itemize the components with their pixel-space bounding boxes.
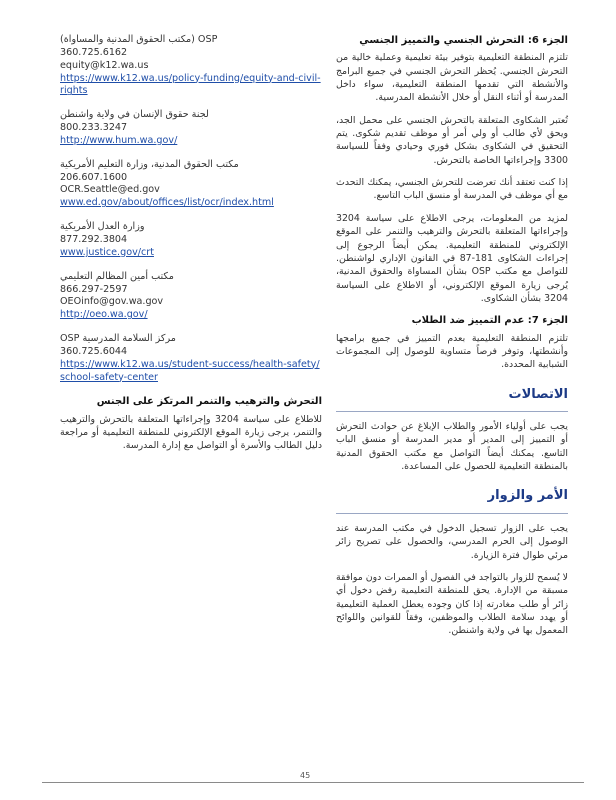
section-paragraph: تُعتبر الشكاوى المتعلقة بالتحرش الجنسي على محمل الجد، ويحق لأي طالب أو ولي أمر أو موظف تقديم شكوى. يتم التحقيق في الشكاوى بشكل فوري وحيادي وفقاً للسياسة 3300 وإجراءاتها الخاصة بالتحرش. — [336, 114, 568, 166]
footer-divider — [42, 782, 584, 783]
contact-email: OEOinfo@gov.wa.gov — [60, 296, 164, 308]
contact-url[interactable]: https://www.k12.wa.us/student-success/health-safety/school-safety-center — [60, 358, 320, 383]
contact-block-justice — [60, 221, 322, 260]
contact-url[interactable]: http://oeo.wa.gov/ — [60, 309, 148, 321]
contact-block-ospi-equity — [60, 34, 322, 98]
contact-phone: 360.725.6162 — [60, 46, 128, 58]
contact-phone: 866.297-2597 — [60, 283, 128, 295]
contact-url[interactable]: www.justice.gov/crt — [60, 246, 154, 258]
divider — [336, 513, 568, 514]
contact-phone: 206.607.1600 — [60, 171, 128, 183]
contact-phone: 360.725.6044 — [60, 345, 128, 357]
section-heading: التحرش والترهيب والتنمر المرتكز على الجنس — [96, 396, 322, 408]
section-heading: الاتصالات — [508, 386, 568, 402]
divider — [336, 411, 568, 412]
contact-org: وزارة العدل الأمريكية — [60, 221, 145, 233]
section-paragraph: للاطلاع على سياسة 3204 وإجراءاتها المتعلقة بالتحرش والترهيب والتنمر، يرجى زيارة الموقع الإلكتروني للمنطقة التعليمية أو مراجعة دليل الطالب والأسرة أو التواصل مع إدارة المدرسة. — [60, 413, 322, 452]
section-paragraph: تلتزم المنطقة التعليمية بتوفير بيئة تعليمية وعملية خالية من التحرش الجنسي. يُحظر التحرش الجنسي في جميع البرامج والأنشطة التي تقدمها المنطقة التعليمية، سواء داخل المدرسة أو أثناء النقل أو خلال الأنشطة المدرسية. — [336, 52, 568, 104]
contact-block-ocr — [60, 159, 322, 210]
contact-url[interactable]: https://www.k12.wa.us/policy-funding/equity-and-civil-rights — [60, 72, 321, 97]
section-heading: الجزء 7: عدم التمييز ضد الطلاب — [411, 315, 568, 327]
contact-org: (مكتب الحقوق المدنية والمساواة) OSP — [60, 34, 218, 45]
contact-block-oeo — [60, 271, 322, 322]
contact-org: مكتب الحقوق المدنية، وزارة التعليم الأمريكية — [60, 158, 239, 170]
left-column — [60, 34, 322, 464]
contact-block-school-safety — [60, 333, 322, 384]
section-heading: الجزء 6: التحرش الجنسي والتمييز الجنسي — [359, 35, 568, 46]
section-heading: الأمر والزوار — [487, 488, 568, 504]
page-number: 45 — [300, 771, 311, 780]
contact-org: OSP مركز السلامة المدرسية — [60, 333, 176, 345]
contact-org: مكتب أمين المظالم التعليمي — [60, 270, 174, 282]
section-paragraph: إذا كنت تعتقد أنك تعرضت للتحرش الجنسي، يمكنك التحدث مع أي موظف في المدرسة أو منسق الباب التاسع. — [336, 177, 568, 202]
section-paragraph: لمزيد من المعلومات، يرجى الاطلاع على سياسة 3204 وإجراءاتها المتعلقة بالتحرش والترهيب والتنمر على الموقع الإلكتروني للمنطقة التعليمية. يمكن أيضاً الرجوع إلى إجراءات الشكاوى 181-87 في القانون الإداري لواشنطن. للتواصل مع مكتب OSP بشأن المساواة والحقوق المدنية، يُرجى زيارة الموقع الإلكتروني، أو الاطلاع على السياسة 3204 بشأن الشكاوى. — [336, 212, 568, 304]
contact-phone: 877.292.3804 — [60, 233, 128, 245]
contact-block-human-rights — [60, 109, 322, 148]
contact-org: لجنة حقوق الإنسان في ولاية واشنطن — [60, 109, 209, 121]
section-paragraph: يجب على الزوار تسجيل الدخول في مكتب المدرسة عند الوصول إلى الحرم المدرسي، والحصول على تصريح زائر مرئي طوال فترة الزيارة. — [336, 522, 568, 561]
contact-email: OCR.Seattle@ed.gov — [60, 184, 160, 196]
section-paragraph: لا يُسمح للزوار بالتواجد في الفصول أو الممرات دون موافقة مسبقة من الإدارة. يحق للمنطقة التعليمية رفض دخول أي زائر أو طلب مغادرته إذا كان وجوده يعطل العملية التعليمية أو يهدد سلامة الطلاب والموظفين، وفقاً للقوانين واللوائح المعمول بها في ولاية واشنطن. — [336, 571, 568, 637]
contact-email: equity@k12.wa.us — [60, 59, 149, 71]
contact-url[interactable]: http://www.hum.wa.gov/ — [60, 134, 178, 146]
contact-phone: 800.233.3247 — [60, 122, 128, 134]
section-paragraph: تلتزم المنطقة التعليمية بعدم التمييز في جميع برامجها وأنشطتها، وتوفر فرصاً متساوية للوصول إلى المجموعات الشبابية المحددة. — [336, 332, 568, 371]
section-paragraph: يجب على أولياء الأمور والطلاب الإبلاغ عن حوادث التحرش أو التمييز إلى المدير أو مدير المدرسة أو منسق الباب التاسع. يمكنك أيضاً التواصل مع مكتب الحقوق المدنية بالمنطقة التعليمية للحصول على المساعدة. — [336, 421, 568, 473]
harassment-policy-block — [60, 395, 322, 452]
right-column — [336, 34, 568, 647]
contact-url[interactable]: www.ed.gov/about/offices/list/ocr/index.html — [60, 197, 274, 209]
